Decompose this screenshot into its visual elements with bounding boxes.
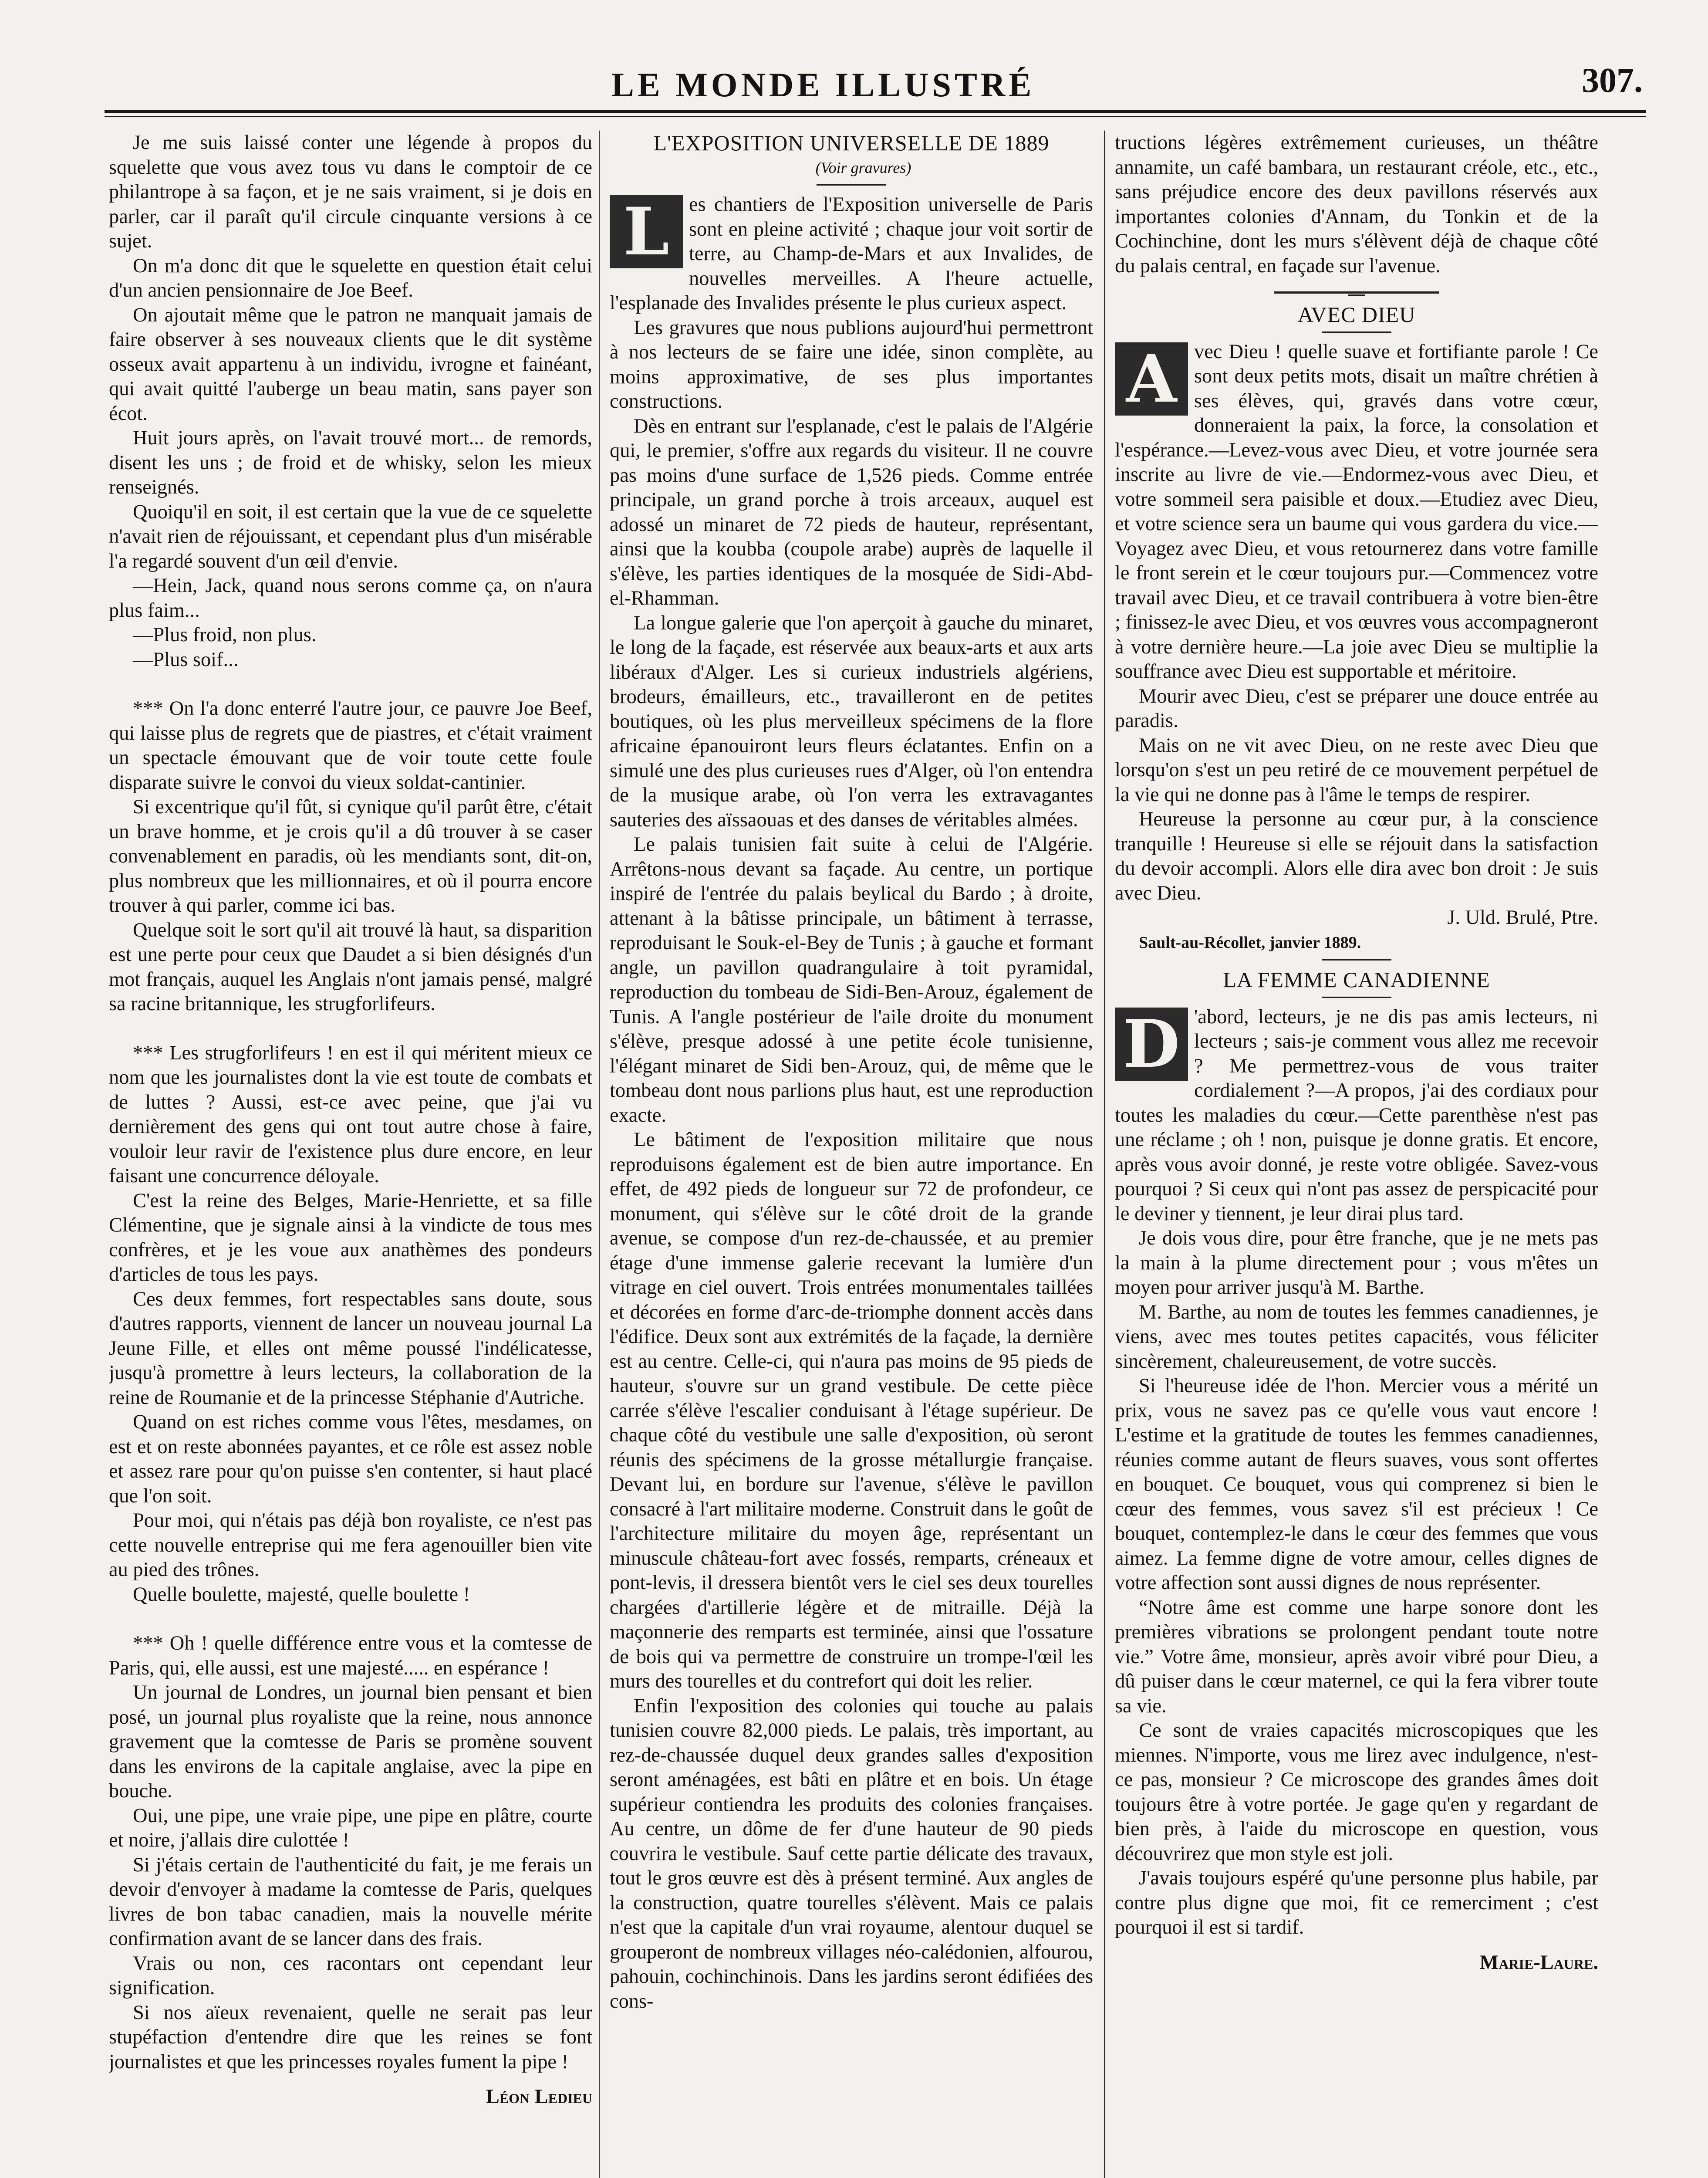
paragraph: Heureuse la personne au cœur pur, à la conscience tranquille ! Heureuse si elle se réjouit dans la satisfaction du devoir accompli. Alors elle dira avec bon droit : Je suis avec Dieu.	[1115, 808, 1598, 904]
paragraph: Je me suis laissé conter une légende à propos du squelette que vous avez tous vu dans le comptoir de ce philantrope à sa façon, et je ne sais vraiment, si je dois en parler, car il paraît qu'il circule cinquante versions à ce sujet.	[109, 132, 592, 252]
paragraph: Ce sont de vraies capacités microscopiques que les miennes. N'importe, vous me lirez avec indulgence, n'est-ce pas, monsieur ? Ce microscope des grandes âmes doit toujours être à votre portée. Je gage qu'en y regardant de bien près, à l'aide du microscope en question, vous découvrirez que mon style est joli.	[1115, 1719, 1598, 1865]
section-rule	[1322, 959, 1391, 960]
drop-cap-letter: D	[1115, 1008, 1188, 1081]
title-rule	[1322, 997, 1391, 998]
paragraph: Si excentrique qu'il fût, si cynique qu'il parût être, c'était un brave homme, et je crois qu'il a dû trouver à se caser convenablement en paradis, où les mendiants sont, dit-on, plus nombreux que les millionnaires, et où il pourra encore trouver à qui parler, comme ici bas.	[109, 796, 592, 917]
author-signature: J. Uld. Brulé, Ptre.	[1447, 906, 1598, 929]
paragraph: Mais on ne vit avec Dieu, on ne reste avec Dieu que lorsqu'on s'est un peu retiré de ce mouvement perpétuel de la vie qui ne donne pas à l'âme le temps de respirer.	[1115, 734, 1598, 806]
paragraph: Quoiqu'il en soit, il est certain que la vue de ce squelette n'avait rien de réjouissant, et cependant plus d'un misérable l'a regardé souvent d'un œil d'envie.	[109, 501, 592, 572]
paragraph: Je dois vous dire, pour être franche, que je ne mets pas la main à la plume directement pour ; vous m'êtes un moyen pour arriver jusqu'à M. Barthe.	[1115, 1227, 1598, 1299]
title-rule	[817, 184, 886, 186]
header-rule	[105, 110, 1646, 113]
paragraph: —Hein, Jack, quand nous serons comme ça, on n'aura plus faim...	[109, 575, 592, 622]
paragraph: Quelque soit le sort qu'il ait trouvé là haut, sa disparition est une perte pour ceux que Daudet a si bien désignés d'un mot français, auquel les Anglais n'ont jamais pensé, malgré sa racine britannique, les strugforlifeurs.	[109, 919, 592, 1015]
paragraph: Les gravures que nous publions aujourd'hui permettront à nos lecteurs de se faire une idée, sinon complète, au moins approximative, de ses plus importantes constructions.	[610, 316, 1093, 413]
paragraph: M. Barthe, au nom de toutes les femmes canadiennes, je viens, avec mes toutes petites capacités, vous féliciter sincèrement, chaleureusement, de votre succès.	[1115, 1301, 1598, 1373]
column-divider	[599, 131, 600, 2178]
column-left	[109, 131, 592, 2178]
paragraph: Quelle boulette, majesté, quelle boulette !	[133, 1583, 470, 1606]
page-number: 307.	[1582, 61, 1643, 100]
paragraph: Si nos aïeux revenaient, quelle ne serait pas leur stupéfaction d'entendre dire que les reines se font journalistes et que les princesses royales fument la pipe !	[109, 2001, 592, 2073]
paragraph: Huit jours après, on l'avait trouvé mort... de remords, disent les uns ; de froid et de whisky, selon les mieux renseignés.	[109, 427, 592, 498]
paragraph: A vec Dieu ! quelle suave et fortifiante parole ! Ce sont deux petits mots, disait un maître chrétien à ses élèves, qui, gravés dans votre cœur, donneraient la paix, la force, la consolation et l'espérance.—Levez-vous avec Dieu, et votre journée sera inscrite au livre de vie.—Endormez-vous avec Dieu, et votre sommeil sera paisible et doux.—Etudiez avec Dieu, et votre science sera un baume qui vous gardera du vice.—Voyagez avec Dieu, et vous retournerez dans votre famille le front serein et le cœur toujours pur.—Commencez votre travail avec Dieu, et ce travail contribuera à votre bien-être ; finissez-le avec Dieu, et vos œuvres vous accompagneront à votre dernière heure.—La joie avec Dieu se multiplie la souffrance avec Dieu est supportable et méritoire.	[1115, 340, 1598, 683]
paragraph: Si l'heureuse idée de l'hon. Mercier vous a mérité un prix, vous ne savez pas ce qu'elle vous vaut encore ! L'estime et la gratitude de toutes les femmes canadiennes, réunies comme autant de fleurs suaves, vous sont offertes en bouquet. Ce bouquet, vous qui comprenez si bien le cœur des femmes, vous savez s'il est précieux ! Ce bouquet, contemplez-le dans le cœur des femmes que vous aimez. La femme digne de votre amour, celles dignes de votre affection sont aussi dignes de nous représenter.	[1115, 1375, 1598, 1594]
paragraph: Dès en entrant sur l'esplanade, c'est le palais de l'Algérie qui, le premier, s'offre aux regards du visiteur. Il ne couvre pas moins d'une surface de 1,526 pieds. Comme entrée principale, un grand porche à trois arceaux, auquel est adossé un minaret de 72 pieds de hauteur, représentant, ainsi que la koubba (coupole arabe) auprès de laquelle il s'élève, les parties identiques de la mosquée de Sidi-Abd-el-Rhamman.	[610, 415, 1093, 609]
paragraph: On m'a donc dit que le squelette en question était celui d'un ancien pensionnaire de Joe Beef.	[109, 254, 592, 301]
dateline: Sault-au-Récollet, janvier 1889.	[1139, 933, 1361, 952]
author-signature: Léon Ledieu	[486, 2086, 592, 2108]
paragraph: —Plus froid, non plus.	[133, 624, 317, 646]
paragraph: *** On l'a donc enterré l'autre jour, ce pauvre Joe Beef, qui laisse plus de regrets que de piastres, et c'était vraiment un spectacle émouvant que de voir toute cette foule disparate suivre le convoi du vieux soldat-cantinier.	[109, 697, 592, 794]
paragraph: D 'abord, lecteurs, je ne dis pas amis lecteurs, ni lecteurs ; sais-je comment vous allez me recevoir ? Me permettrez-vous de vous traiter cordialement ?—A propos, j'ai des cordiaux pour toutes les maladies du cœur.—Cette parenthèse n'est pas une réclame ; oh ! non, puisque je donne gratis. Et encore, après vous avoir donné, je reste votre obligée. Savez-vous pourquoi ? Si ceux qui n'ont pas assez de perspicacité pour le deviner y tiennent, je leur dirai plus tard.	[1115, 1005, 1598, 1225]
column-middle	[610, 131, 1093, 2178]
paragraph: Oui, une pipe, une vraie pipe, une pipe en plâtre, courte et noire, j'allais dire culottée !	[109, 1804, 592, 1851]
paragraph: *** Oh ! quelle différence entre vous et la comtesse de Paris, qui, elle aussi, est une majesté..... en espérance !	[109, 1632, 592, 1679]
paragraph: Pour moi, qui n'étais pas déjà bon royaliste, ce n'est pas cette nouvelle entreprise qui me fera agenouiller bien vite au pied des trônes.	[109, 1509, 592, 1581]
ornamental-rule	[1274, 291, 1439, 294]
title-rule	[1322, 331, 1391, 333]
paragraph: Si j'étais certain de l'authenticité du fait, je me ferais un devoir d'envoyer à madame la comtesse de Paris, quelques livres de bon tabac canadien, mais la nouvelle mérite confirmation avant de se lancer dans des frais.	[109, 1853, 592, 1950]
paragraph: Ces deux femmes, fort respectables sans doute, sous d'autres rapports, viennent de lancer un nouveau journal La Jeune Fille, et elles ont même poussé l'indélicatesse, jusqu'à promettre à leurs lecteurs, la collaboration de la reine de Roumanie et de la princesse Stéphanie d'Autriche.	[109, 1288, 592, 1409]
column-divider	[1104, 131, 1105, 2178]
paragraph: Quand on est riches comme vous l'êtes, mesdames, on est et on reste abonnées payantes, et ce rôle est assez noble et assez rare pour qu'on puisse s'en contenter, si haut placé que l'on soit.	[109, 1411, 592, 1507]
paragraph: Le bâtiment de l'exposition militaire que nous reproduisons également est de bien autre importance. En effet, de 492 pieds de longueur sur 72 de profondeur, ce monument, qui s'élève sur le côté droit de la grande avenue, se compose d'un rez-de-chaussée, et au premier étage d'une immense galerie recevant la lumière d'un vitrage en ciel ouvert. Trois entrées monumentales taillées et décorées en forme d'arc-de-triomphe donnent accès dans l'édifice. Deux sont aux extrémités de la façade, la dernière est au centre. Celle-ci, qui n'aura pas moins de 95 pieds de hauteur, s'ouvre sur un grand vestibule. De cette pièce carrée s'élève l'escalier conduisant à l'étage supérieur. De chaque côté du vestibule une salle d'exposition, où seront réunis des spécimens de la grosse métallurgie française. Devant lui, en bordure sur l'avenue, s'élève le pavillon consacré à l'art militaire moderne. Construit dans le goût de l'architecture militaire du moyen âge, représentant un minuscule château-fort avec fossés, remparts, créneaux et pont-levis, il dressera bientôt vers le ciel ses deux tourelles chargées d'artillerie légère et de mitraille. Déjà la maçonnerie des remparts est terminée, ainsi que l'ossature de bois qui va permettre de construire un trompe-l'œil les murs des tourelles et du contrefort qui doit les relier.	[610, 1129, 1093, 1692]
drop-cap-letter: A	[1115, 342, 1188, 416]
article-title: AVEC DIEU	[1297, 302, 1416, 327]
column-right	[1115, 131, 1598, 2178]
article-title: L'EXPOSITION UNIVERSELLE DE 1889	[653, 131, 1050, 155]
paragraph: On ajoutait même que le patron ne manquait jamais de faire observer à ses nouveaux clients que le dit système osseux avait appartenu à un individu, ivrogne et fainéant, qui avait quitté l'auberge un beau matin, sans payer son écot.	[109, 304, 592, 425]
paragraph: Le palais tunisien fait suite à celui de l'Algérie. Arrêtons-nous devant sa façade. Au centre, un portique inspiré de l'entrée du palais beylical du Bardo ; à droite, attenant à la bâtisse principale, un bâtiment à terrasse, reproduisant le Souk-el-Bey de Tunis ; à gauche et formant angle, un pavillon quadrangulaire à toit pyramidal, reproduction du tombeau de Sidi-Ben-Arouz, également de Tunis. A l'angle postérieur de l'aile droite du monument s'élève, presque adossé à une petite école tunisienne, l'élégant minaret de Sidi ben-Arouz, qui, de même que le tombeau dont nous parlions plus haut, est une reproduction exacte.	[610, 833, 1093, 1126]
paragraph: *** Les strugforlifeurs ! en est il qui méritent mieux ce nom que les journalistes dont la vie est toute de combats et de luttes ? Aussi, est-ce avec peine, que j'ai vu dernièrement des gens qui ont tout autre chose à faire, vouloir leur ravir de l'existence plus dure encore, en leur faisant une concurrence déloyale.	[109, 1042, 592, 1187]
paragraph: L es chantiers de l'Exposition universelle de Paris sont en pleine activité ; chaque jour voit sortir de terre, au Champ-de-Mars et aux Invalides, de nouvelles merveilles. A l'heure actuelle, l'esplanade des Invalides présente le plus curieux aspect.	[610, 193, 1093, 314]
paragraph: —Plus soif...	[133, 648, 239, 671]
paragraph: “Notre âme est comme une harpe sonore dont les premières vibrations se prolongent pendant toute notre vie.” Votre âme, monsieur, après avoir vibré pour Dieu, a dû puiser dans le cœur maternel, ce qui la fera vibrer toute sa vie.	[1115, 1596, 1598, 1717]
article-subtitle: (Voir gravures)	[815, 159, 911, 176]
paragraph: C'est la reine des Belges, Marie-Henriette, et sa fille Clémentine, que je signale ainsi à la vindicte de tous mes confrères, et je les voue aux anathèmes des pondeurs d'articles de tous les pays.	[109, 1189, 592, 1285]
paragraph: tructions légères extrêmement curieuses, un théâtre annamite, un café bambara, un restaurant créole, etc., etc., sans préjudice encore des deux pavillons réservés aux importantes colonies d'Annam, du Tonkin et de la Cochinchine, dont les murs s'élèvent déjà de chaque côté du palais central, en façade sur l'avenue.	[1115, 132, 1598, 277]
paragraph: J'avais toujours espéré qu'une personne plus habile, par contre plus digne que moi, fit ce remerciment ; c'est pourquoi il est si tardif.	[1115, 1867, 1598, 1938]
masthead-title: LE MONDE ILLUSTRÉ	[611, 66, 1035, 104]
article-title: LA FEMME CANADIENNE	[1223, 967, 1490, 992]
paragraph: Un journal de Londres, un journal bien pensant et bien posé, un journal plus royaliste que la reine, nous annonce gravement que la comtesse de Paris se promène souvent dans les environs de la capitale anglaise, avec la pipe en bouche.	[109, 1681, 592, 1802]
header-rule-thin	[105, 116, 1646, 117]
paragraph: Vrais ou non, ces racontars ont cependant leur signification.	[109, 1952, 592, 1999]
paragraph: Enfin l'exposition des colonies qui touche au palais tunisien couvre 82,000 pieds. Le palais, très important, au rez-de-chaussée duquel deux grandes salles d'exposition seront aménagées, est bâti en plâtre et en bois. Un étage supérieur contiendra les produits des colonies françaises. Au centre, un dôme de fer d'une hauteur de 90 pieds couvrira le vestibule. Sauf cette partie délicate des travaux, tout le gros œuvre est dès à présent terminé. Aux angles de la construction, quatre tourelles s'élèvent. Mais ce palais n'est que la capitale d'un vrai royaume, alentour duquel se grouperont de nombreux villages néo-calédonien, alfourou, pahouin, cochinchinois. Dans les jardins seront édifiées des cons-	[610, 1694, 1093, 2012]
author-signature: Marie-Laure.	[1479, 1951, 1598, 1974]
paragraph: Mourir avec Dieu, c'est se préparer une douce entrée au paradis.	[1115, 685, 1598, 732]
paragraph: La longue galerie que l'on aperçoit à gauche du minaret, le long de la façade, est réservée aux beaux-arts et aux arts libéraux d'Alger. Les si curieux industriels algériens, brodeurs, émailleurs, etc., travailleront en de petites boutiques, où les plus merveilleux spécimens de la flore africaine épanouiront leurs fleurs éclatantes. Enfin on a simulé une des plus curieuses rues d'Alger, où l'on entendra de la musique arabe, où l'on verra les extravagantes sauteries des aïssaouas et des danses de véritables almées.	[610, 612, 1093, 831]
drop-cap-letter: L	[610, 195, 683, 268]
